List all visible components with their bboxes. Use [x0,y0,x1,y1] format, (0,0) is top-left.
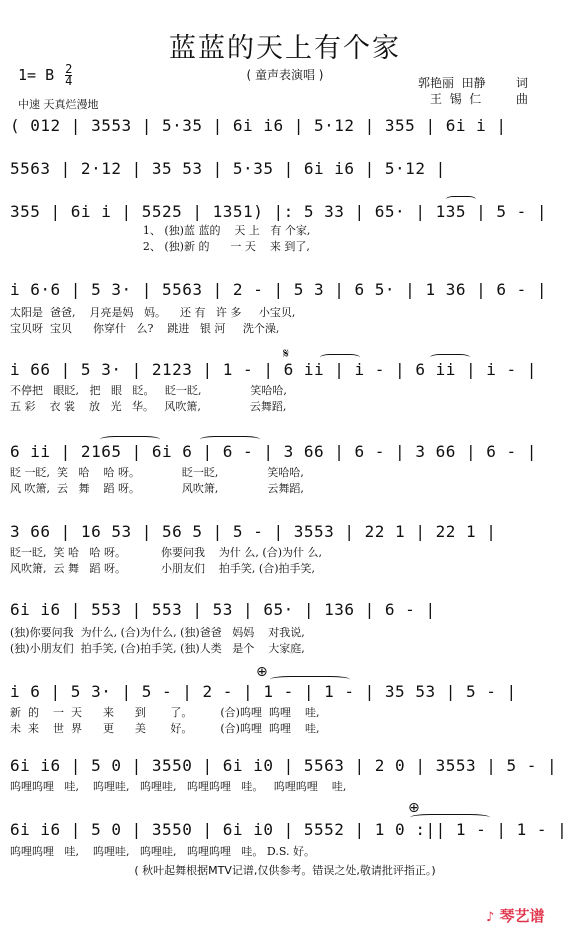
slur-mark [410,814,490,821]
footnote: ( 秋叶起舞根据MTV记谱,仅供参考。错误之处,敬请批评指正。) [134,864,436,877]
coda-icon: ⊕ [256,664,268,680]
lyric-line-5-1: 不停把 眼眨, 把 眼 眨。 眨一眨, 笑哈哈, [10,384,287,397]
logo-icon: ♪ [486,910,495,925]
lyric-line-6-1: 眨 一眨, 笑 哈 哈 呀。 眨一眨, 笑哈哈, [10,466,304,479]
slur-mark [320,354,360,361]
slur-mark [270,676,350,683]
notation-system-7: 3 66 | 16 53 | 56 5 | 5 - | 3553 | 22 1 | 22 1 | [10,522,497,541]
lyric-line-7-1: 眨一眨, 笑 哈 哈 呀。 你要问我 为什 么, (合)为什 么, [10,546,322,559]
lyric-line-9-2: 未 来 世 界 更 美 好。 (合)呜哩 呜哩 哇, [10,722,320,735]
watermark-logo [486,905,545,926]
composer-name: 王 锡 仁 [430,92,482,106]
coda-icon: ⊕ [408,800,420,816]
song-subtitle: ( 童声表演唱 ) [246,68,324,82]
lyric-line-4-2: 宝贝呀 宝贝 你穿什 么? 跳进 银 河 洗个澡, [10,322,280,335]
lyric-line-4-1: 太阳是 爸爸, 月亮是妈 妈。 还 有 许 多 小宝贝, [10,306,296,319]
key-signature [18,64,72,87]
notation-system-5: i 66 | 5 3· | 2123 | 1 - | 6 ii | i - | 6 ii | i - | [10,360,537,379]
lyric-line-8-2: (独)小朋友们 拍手笑, (合)拍手笑, (独)人类 是个 大家庭, [10,642,305,655]
lyric-line-7-2: 风吹箫, 云 舞 蹈 呀。 小朋友们 拍手笑, (合)拍手笑, [10,562,315,575]
time-signature [65,64,72,87]
lyricist-role: 词 [516,76,529,90]
notation-system-4: i 6·6 | 5 3· | 5563 | 2 - | 5 3 | 6 5· | 1 36 | 6 - | [10,280,548,299]
notation-system-9: i 6 | 5 3· | 5 - | 2 - | 1 - | 1 - | 35 53 | 5 - | [10,682,517,701]
slur-mark [446,196,476,203]
slur-mark [100,436,160,443]
lyric-line-3-2: 2、 (独)新 的 一 天 来 到了, [10,240,310,253]
song-title: 蓝蓝的天上有个家 [169,33,401,64]
lyric-line-8-1: (独)你要问我 为什么, (合)为什么, (独)爸爸 妈妈 对我说, [10,626,305,639]
notation-system-1: ( 012 | 3553 | 5·35 | 6i i6 | 5·12 | 355 | 6i i | [10,116,507,135]
watermark-text: 琴艺谱 [499,907,545,925]
time-sig-top: 2 [65,62,73,76]
lyric-line-11-1: 呜哩呜哩 哇, 呜哩哇, 呜哩哇, 呜哩呜哩 哇。 D.S. 好。 [10,845,315,858]
segno-icon: 𝄋 [283,346,290,362]
lyric-line-10-1: 呜哩呜哩 哇, 呜哩哇, 呜哩哇, 呜哩呜哩 哇。 呜哩呜哩 哇, [10,780,347,793]
key-text: 1= B [18,66,55,84]
lyricist-names: 郭艳丽 田静 [418,76,486,90]
time-sig-bottom: 4 [65,74,73,88]
lyric-line-5-2: 五 彩 衣 裳 放 光 华。 风吹箫, 云舞蹈, [10,400,287,413]
notation-system-6: 6 ii | 2165 | 6i 6 | 6 - | 3 66 | 6 - | 3 66 | 6 - | [10,442,537,461]
notation-system-11: 6i i6 | 5 0 | 3550 | 6i i0 | 5552 | 1 0 :|| 1 - | 1 - | [10,820,568,839]
slur-mark [200,436,260,443]
lyric-line-6-2: 风 吹箫, 云 舞 蹈 呀。 风吹箫, 云舞蹈, [10,482,304,495]
tempo-marking: 中速 天真烂漫地 [18,98,99,111]
notation-system-3: 355 | 6i i | 5525 | 1351) |: 5 33 | 65· | 135 | 5 - | [10,202,548,221]
lyric-line-3-1: 1、 (独)蓝 蓝的 天 上 有 个家, [10,224,311,237]
notation-system-2: 5563 | 2·12 | 35 53 | 5·35 | 6i i6 | 5·12 | [10,159,446,178]
lyric-line-9-1: 新 的 一 天 来 到 了。 (合)呜哩 呜哩 哇, [10,706,320,719]
slur-mark [430,354,470,361]
composer-role: 曲 [516,92,529,106]
notation-system-8: 6i i6 | 553 | 553 | 53 | 65· | 136 | 6 - | [10,600,436,619]
notation-system-10: 6i i6 | 5 0 | 3550 | 6i i0 | 5563 | 2 0 | 3553 | 5 - | [10,756,558,775]
